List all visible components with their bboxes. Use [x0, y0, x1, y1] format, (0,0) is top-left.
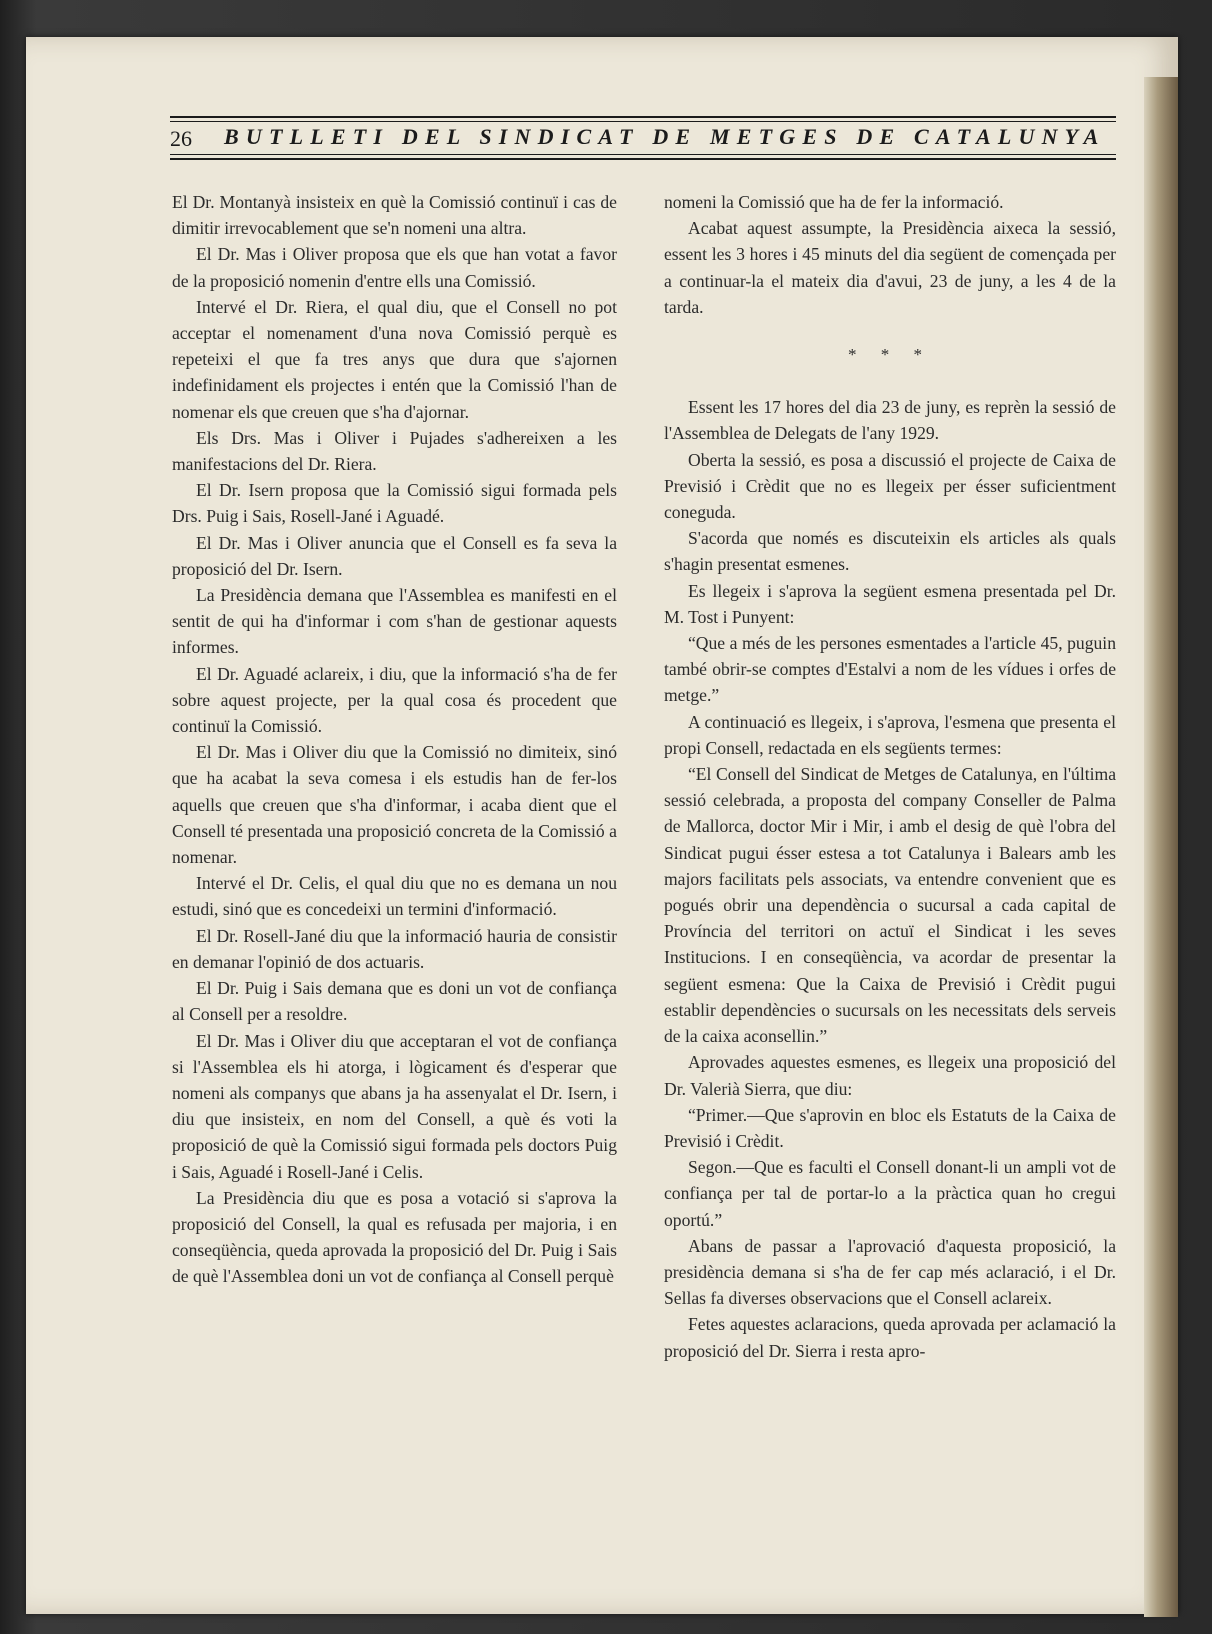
header-rule-bottom-thin [170, 154, 1116, 155]
paragraph: La Presidència demana que l'Assemblea es manifesti en el sentit de qui ha d'informar i com s'han de gestionar aquests informes. [172, 585, 617, 658]
left-column [172, 189, 617, 1290]
paragraph: El Dr. Mas i Oliver diu que acceptaran el vot de confiança si l'Assemblea els hi atorga, i lògicament és d'esperar que nomeni als companys que abans ja ha assenyalat el Dr. Isern, i diu que insisteix, en nom del Consell, a què és voti la proposició de què la Comissió sigui formada pels doctors Puig i Sais, Aguadé i Rosell-Jané i Celis. [172, 1030, 617, 1182]
paragraph: Fetes aquestes aclaracions, queda aprovada per aclamació la proposició del Dr. Sierra i resta apro- [664, 1314, 1116, 1361]
paragraph: El Dr. Rosell-Jané diu que la informació hauria de consistir en demanar l'opinió de dos actuaris. [172, 925, 617, 972]
paragraph: nomeni la Comissió que ha de fer la informació. [664, 192, 1004, 212]
paragraph: Intervé el Dr. Riera, el qual diu, que el Consell no pot acceptar el nomenament d'una nova Comissió perquè es repeteixi el que fa tres anys que dura que s'ajornen indefinidament els projectes i entén que la Comissió l'han de nomenar els que creuen que s'ha d'ajornar. [172, 296, 617, 422]
paragraph: “Primer.—Que s'aprovin en bloc els Estatuts de la Caixa de Previsió i Crèdit. [664, 1104, 1116, 1151]
header-rule-top-thin [170, 121, 1116, 122]
paragraph: Aprovades aquestes esmenes, es llegeix una proposició del Dr. Valerià Sierra, que diu: [664, 1052, 1116, 1099]
right-column [664, 189, 1116, 1364]
paragraph: “Que a més de les persones esmentades a l'article 45, puguin també obrir-se comptes d'Estalvi a nom de les vídues i orfes de metge.” [664, 633, 1116, 706]
page-number: 26 [170, 126, 192, 151]
header-rule-top [170, 116, 1116, 118]
paragraph: Acabat aquest assumpte, la Presidència aixeca la sessió, essent les 3 hores i 45 minuts del dia següent de començada per a continuar-la el mateix dia d'avui, 23 de juny, a les 4 de la tarda. [664, 218, 1116, 317]
paragraph: El Dr. Mas i Oliver diu que la Comissió no dimiteix, sinó que ha acabat la seva comesa i els estudis han de fer-los aquells que creuen que s'ha d'informar, i acaba dient que el Consell té presentada una proposició concreta de la Comissió a nomenar. [172, 742, 617, 868]
header-rule-bottom [170, 158, 1116, 160]
paragraph: El Dr. Montanyà insisteix en què la Comissió continuï i cas de dimitir irrevocablement que se'n nomeni una altra. [172, 192, 617, 239]
paragraph: Abans de passar a l'aprovació d'aquesta proposició, la presidència demana si s'ha de fer cap més aclaració, i el Dr. Sellas fa diverses observacions que el Consell aclareix. [664, 1235, 1116, 1309]
journal-title: BUTLLETI DEL SINDICAT DE METGES DE CATALUNYA [224, 124, 1106, 149]
paragraph: El Dr. Aguadé aclareix, i diu, que la informació s'ha de fer sobre aquest projecte, per la qual cosa és procedent que continuï la Comissió. [172, 663, 617, 737]
paragraph: Essent les 17 hores del dia 23 de juny, es reprèn la sessió de l'Assemblea de Delegats de l'any 1929. [664, 397, 1116, 444]
paragraph: El Dr. Mas i Oliver proposa que els que han votat a favor de la proposició nomenin d'entre ells una Comissió. [172, 244, 617, 291]
printed-page [26, 37, 1178, 1614]
page-edge [1144, 77, 1178, 1617]
paragraph: Es llegeix i s'aprova la següent esmena presentada pel Dr. M. Tost i Punyent: [664, 580, 1116, 627]
paragraph: Intervé el Dr. Celis, el qual diu que no es demana un nou estudi, sinó que es concedeixi un termini d'informació. [172, 873, 617, 920]
section-separator: * * * [848, 345, 932, 365]
paragraph: El Dr. Isern proposa que la Comissió sigui formada pels Drs. Puig i Sais, Rosell-Jané i Aguadé. [172, 480, 617, 527]
paragraph: La Presidència diu que es posa a votació si s'aprova la proposició del Consell, la qual es refusada per majoria, i en conseqüència, queda aprovada la proposició del Dr. Puig i Sais de què l'Assemblea doni un vot de confiança al Consell perquè [172, 1187, 617, 1287]
paragraph: Els Drs. Mas i Oliver i Pujades s'adhereixen a les manifestacions del Dr. Riera. [172, 427, 617, 475]
paragraph: A continuació es llegeix, i s'aprova, l'esmena que presenta el propi Consell, redactada en els següents termes: [664, 711, 1116, 758]
paragraph: Segon.—Que es faculti el Consell donant-li un ampli vot de confiança per tal de portar-lo a la pràctica quan ho cregui oportú.” [664, 1157, 1116, 1230]
paragraph: S'acorda que només es discuteixin els articles als quals s'hagin presentat esmenes. [664, 528, 1116, 575]
running-header [170, 124, 1116, 154]
paragraph: “El Consell del Sindicat de Metges de Catalunya, en l'última sessió celebrada, a proposta del company Conseller de Palma de Mallorca, doctor Mir i Mir, i amb el desig de què l'obra del Sindicat pugui ésser estesa a tot Catalunya i Balears amb les majors facilitats pels associats, va entendre convenient que es pogués obrir una dependència o sucursal a cada capital de Província del territori on actuï el Sindicat i les seves Institucions. I en conseqüència, va acordar de presentar la següent esmena: Que la Caixa de Previsió i Crèdit pugui establir dependències o sucursals on les necessitats dels serveis de la caixa aconsellin.” [664, 764, 1116, 1047]
paragraph: El Dr. Puig i Sais demana que es doni un vot de confiança al Consell per a resoldre. [172, 978, 617, 1025]
paragraph: El Dr. Mas i Oliver anuncia que el Consell es fa seva la proposició del Dr. Isern. [172, 532, 617, 579]
paragraph: Oberta la sessió, es posa a discussió el projecte de Caixa de Previsió i Crèdit que no es llegeix per ésser suficientment coneguda. [664, 449, 1116, 523]
